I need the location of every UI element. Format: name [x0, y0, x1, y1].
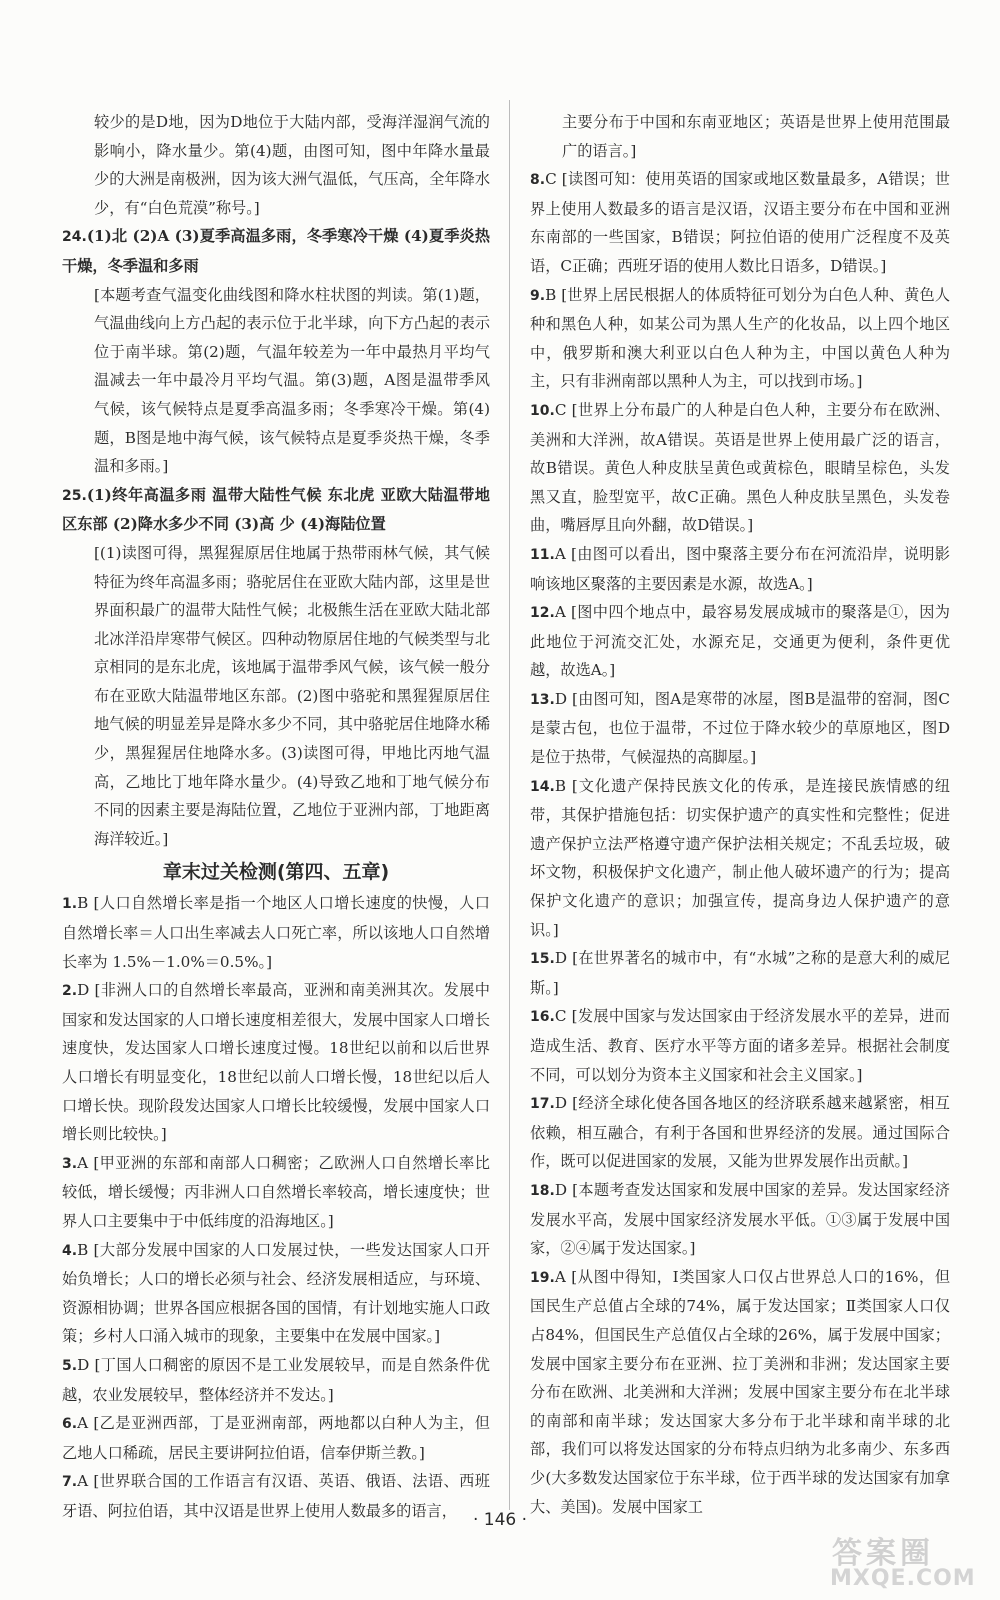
item-number: 3.	[62, 1155, 78, 1172]
item-explanation: [在世界著名的城市中，有“水城”之称的是意大利的威尼斯。]	[530, 949, 950, 997]
item-number: 4.	[62, 1242, 78, 1259]
answer-item-9	[530, 281, 950, 396]
item-explanation: [读图可知：使用英语的国家或地区数量最多，A错误；世界上使用人数最多的语言是汉语，汉语主要分布在中国和亚洲东南部的一些国家，B错误；阿拉伯语的使用广泛程度不及英语，C正确；西班牙语的使用人数比日语多，D错误。]	[530, 170, 950, 275]
answer-item-12	[530, 598, 950, 685]
item-explanation: [文化遗产保持民族文化的传承，是连接民族情感的纽带，其保护措施包括：切实保护遗产的真实性和完整性；促进遗产保护立法严格遵守遗产保护法相关规定；不乱丢垃圾，破坏文物，积极保护文化遗产，制止他人破坏遗产的行为；提高保护文化遗产的意识；加强宣传，提高身边人保护遗产的意识。]	[530, 776, 950, 939]
answer-item-1	[62, 889, 490, 976]
item-answer: D	[554, 1180, 567, 1199]
item-answer: D	[554, 689, 567, 708]
item-explanation: [丁国人口稠密的原因不是工业发展较早，而是自然条件优越，农业发展较早，整体经济并不发达。]	[62, 1355, 490, 1404]
item-number: 6.	[62, 1416, 78, 1433]
item-answer: A	[554, 1267, 566, 1286]
item-explanation: [人口自然增长率是指一个地区人口增长速度的快慢，人口自然增长率＝人口出生率减去人口死亡率，所以该地人口自然增长率为 1.5%－1.0%＝0.5%。]	[62, 894, 490, 971]
item-explanation: [由图可以看出，图中聚落主要分布在河流沿岸，说明影响该地区聚落的主要因素是水源，故选A。]	[530, 544, 950, 593]
answer-item-10	[530, 396, 950, 540]
item-explanation: [世界联合国的工作语言有汉语、英语、俄语、法语、西班牙语、阿拉伯语，其中汉语是世界上使用人数最多的语言，	[62, 1472, 490, 1520]
item-answer: D	[554, 949, 567, 968]
answer-item-17	[530, 1089, 950, 1176]
item-number: 16.	[530, 1009, 555, 1026]
answer-item-24	[62, 222, 490, 480]
answer-item-13	[530, 685, 950, 772]
item-answer: A	[77, 1414, 89, 1433]
answer-item-14	[530, 772, 950, 945]
watermark-logo	[826, 1528, 996, 1598]
item-answer: B	[77, 1240, 89, 1259]
item-explanation: [世界上居民根据人的体质特征可划分为白色人种、黄色人种和黑色人种，如某公司为黑人生产的化妆品，以上四个地区中，俄罗斯和澳大利亚以白色人种为主，中国以黄色人种为主，只有非洲南部以黑种人为主，可以找到市场。]	[530, 285, 951, 391]
item-number: 25.	[62, 487, 87, 504]
item-explanation: [经济全球化使各国各地区的经济联系越来越紧密，相互依赖，相互融合，有利于各国和世界经济的发展。通过国际合作，既可以促进国家的发展，又能为世界发展作出贡献。]	[530, 1094, 950, 1171]
item-explanation: [甲亚洲的东部和南部人口稠密；乙欧洲人口自然增长率比较低，增长缓慢；丙非洲人口自然增长率较高，增长速度快；世界人口主要集中于中低纬度的沿海地区。]	[62, 1153, 490, 1230]
column-divider	[509, 100, 510, 1510]
item-answer: B	[545, 285, 557, 304]
item-answer: D	[77, 1355, 90, 1374]
item-explanation: [乙是亚洲西部，丁是亚洲南部，两地都以白种人为主，但乙地人口稀疏，居民主要讲阿拉伯语，信奉伊斯兰教。]	[62, 1414, 490, 1462]
item-number: 12.	[530, 605, 555, 622]
item-number: 7.	[62, 1474, 78, 1491]
watermark-text: 答案圈	[832, 1536, 934, 1571]
page-number: · 146 ·	[472, 1510, 528, 1530]
item-explanation: [世界上分布最广的人种是白色人种，主要分布在欧洲、美洲和大洋洲，故A错误。英语是世界上使用最广泛的语言，故B错误。黄色人种皮肤呈黄色或黄棕色，眼睛呈棕色，头发黑又直，脸型宽平，故C正确。黑色人种皮肤呈黑色，头发卷曲，嘴唇厚且向外翻，故D错误。]	[530, 400, 950, 535]
item-answer: A	[77, 1472, 89, 1491]
answer-item-3	[62, 1149, 490, 1236]
item-number: 1.	[62, 896, 78, 913]
item-explanation: [大部分发展中国家的人口发展过快，一些发达国家人口开始负增长；人口的增长必须与社会、经济发展相适应，与环境、资源相协调；世界各国应根据各国的国情，有计划地实施人口政策；乡村人口涌入城市的现象，主要集中在发展中国家。]	[62, 1240, 490, 1346]
item-explanation: [图中四个地点中，最容易发展成城市的聚落是①，因为此地位于河流交汇处，水源充足，交通更为便利，条件更优越，故选A。]	[530, 603, 950, 680]
watermark-url: MXQE.COM	[830, 1566, 976, 1591]
item-explanation: [非洲人口的自然增长率最高，亚洲和南美洲其次。发展中国家和发达国家的人口增长速度相差很大，发展中国家人口增长速度快，发达国家人口增长速度过慢。18世纪以前和以后世界人口增长有明显变化，18世纪以前人口增长慢，18世纪以后人口增长快。现阶段发达国家人口增长比较缓慢，发展中国家人口增长则比较快。]	[62, 981, 490, 1144]
answer-item-2	[62, 976, 490, 1149]
item-number: 11.	[530, 546, 555, 563]
item-answer: (1)北 (2)A (3)夏季高温多雨，冬季寒冷干燥 (4)夏季炎热干燥，冬季温和多雨	[62, 227, 490, 275]
item-answer: A	[77, 1153, 89, 1172]
item-explanation: [由图可知，图A是寒带的冰屋，图B是温带的窑洞，图C是蒙古包，也位于温带，不过位于降水较少的草原地区，图D是位于热带，气候湿热的高脚屋。]	[530, 689, 950, 767]
item-number: 18.	[530, 1182, 555, 1199]
continued-text: 主要分布于中国和东南亚地区；英语是世界上使用范围最广的语言。]	[562, 113, 950, 160]
item-answer: B	[554, 776, 566, 795]
answer-item-4	[62, 1236, 490, 1351]
item-explanation: [从图中得知，Ⅰ类国家人口仅占世界总人口的16%，但国民生产总值占全球的74%，属于发达国家；Ⅱ类国家人口仅占84%，但国民生产总值仅占全球的26%，属于发展中国家；发展中国家主要分布在亚洲、拉丁美洲和非洲；发达国家主要分布在欧洲、北美洲和大洋洲；发展中国家主要分布在北半球的南部和南半球；发达国家大多分布于北半球和南半球的北部，我们可以将发达国家的分布特点归纳为北多南少、东多西少(大多数发达国家位于东半球，位于西半球的发达国家有加拿大、美国)。发展中国家工	[530, 1267, 951, 1516]
answer-item-25	[62, 481, 490, 854]
item-explanation: [发展中国家与发达国家由于经济发展水平的差异，进而造成生活、教育、医疗水平等方面的诸多差异。根据社会制度不同，可以划分为资本主义国家和社会主义国家。]	[530, 1007, 950, 1084]
item-answer: C	[554, 400, 567, 419]
item-answer: D	[554, 1094, 567, 1113]
item-number: 24.	[62, 229, 87, 246]
item-answer: C	[554, 1007, 567, 1026]
item-explanation: [本题考查气温变化曲线图和降水柱状图的判读。第(1)题，气温曲线向上方凸起的表示位于北半球，向下方凸起的表示位于南半球。第(2)题，气温年较差为一年中最热月平均气温减去一年中最冷月平均气温。第(3)题，A图是温带季风气候，该气候特点是夏季高温多雨；冬季寒冷干燥。第(4)题，B图是地中海气候，该气候特点是夏季炎热干燥，冬季温和多雨。]	[94, 285, 490, 476]
item-number: 10.	[530, 402, 555, 419]
item-number: 14.	[530, 778, 555, 795]
item-answer: B	[77, 894, 89, 913]
item-number: 13.	[530, 691, 555, 708]
left-column	[62, 108, 490, 1526]
item-explanation: [本题考查发达国家和发展中国家的差异。发达国家经济发展水平高，发展中国家经济发展水平低。①③属于发展中国家，②④属于发达国家。]	[530, 1180, 950, 1258]
right-column	[530, 108, 950, 1521]
item-number: 19.	[530, 1269, 555, 1286]
item-answer: C	[545, 170, 557, 189]
item-number: 17.	[530, 1096, 555, 1113]
item-number: 9.	[530, 287, 546, 304]
item-answer: (1)终年高温多雨 温带大陆性气候 东北虎 亚欧大陆温带地区东部 (2)降水多少不同 (3)高 少 (4)海陆位置	[62, 485, 490, 534]
answer-item-5	[62, 1351, 490, 1409]
answer-item-18	[530, 1176, 950, 1263]
answer-item-15	[530, 944, 950, 1002]
answer-item-19	[530, 1263, 950, 1521]
item-number: 15.	[530, 951, 555, 968]
answer-item-8	[530, 165, 950, 280]
answer-item-6	[62, 1409, 490, 1467]
answer-item-16	[530, 1002, 950, 1089]
item-number: 8.	[530, 172, 546, 189]
item-number: 5.	[62, 1357, 78, 1374]
answer-item-11	[530, 540, 950, 598]
item-answer: A	[554, 603, 566, 622]
section-title: 章末过关检测(第四、五章)	[162, 861, 390, 884]
item-number: 2.	[62, 983, 78, 1000]
item-explanation: [(1)读图可得，黑猩猩原居住地属于热带雨林气候，其气候特征为终年高温多雨；骆驼居住在亚欧大陆内部，这里是世界面积最广的温带大陆性气候；北极熊生活在亚欧大陆北部北冰洋沿岸寒带气候区。四种动物原居住地的气候类型与北京相同的是东北虎，该地属于温带季风气候，该气候一般分布在亚欧大陆温带地区东部。(2)图中骆驼和黑猩猩原居住地气候的明显差异是降水多少不同，其中骆驼居住地降水稀少，黑猩猩居住地降水多。(3)读图可得，甲地比丙地气温高，乙地比丁地年降水量少。(4)导致乙地和丁地气候分布不同的因素主要是海陆位置，乙地位于亚洲内部，丁地距离海洋较近。]	[94, 543, 490, 848]
item-answer: A	[554, 544, 566, 563]
continued-text: 较少的是D地，因为D地位于大陆内部，受海洋湿润气流的影响小，降水量少。第(4)题，由图可知，图中年降水量最少的大洲是南极洲，因为该大洲气温低，气压高，全年降水少，有“白色荒漠”称号。]	[94, 113, 490, 217]
item-answer: D	[77, 981, 90, 1000]
